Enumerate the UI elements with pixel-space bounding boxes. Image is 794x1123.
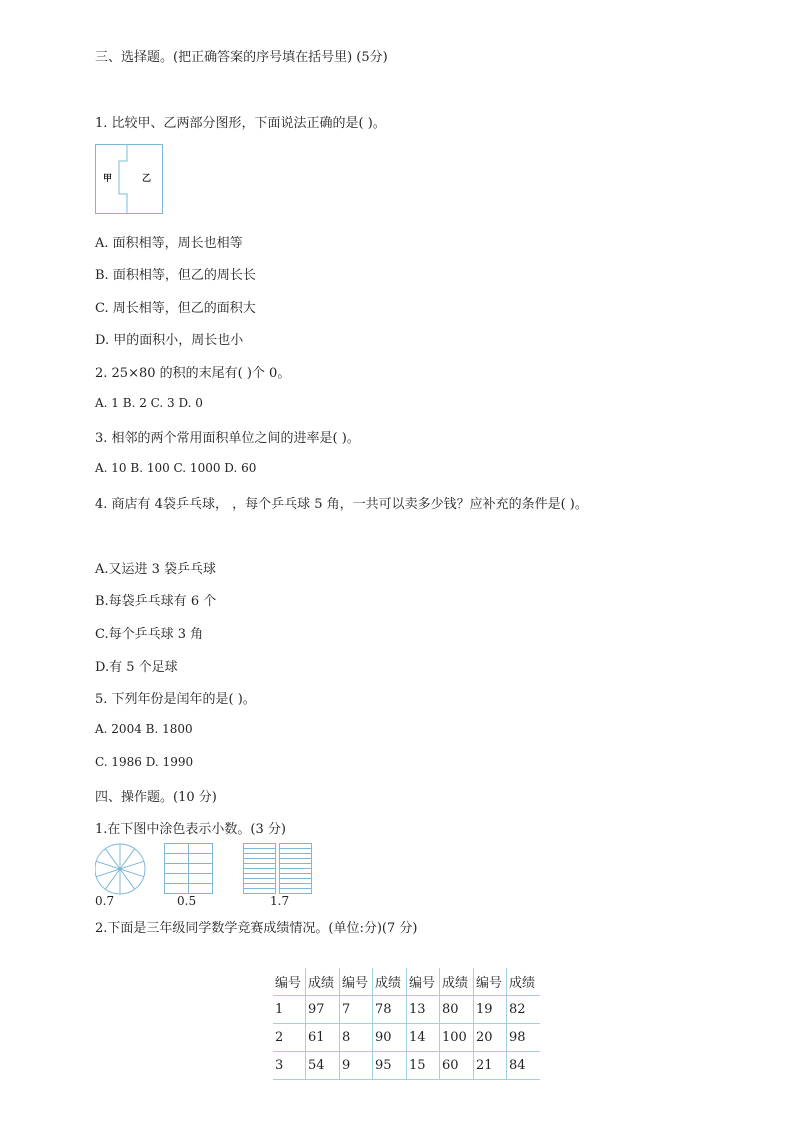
q3-text: 3. 相邻的两个常用面积单位之间的进率是( )。 (95, 431, 360, 446)
q1-option-b: B. 面积相等，但乙的周长长 (95, 268, 256, 283)
score-table (273, 968, 540, 1080)
q4-option-a: A.又运进 3 袋乒乓球 (95, 562, 217, 577)
figure-label-jia: 甲 (103, 174, 113, 184)
table-cell: 98 (507, 1024, 541, 1052)
table-row (273, 1024, 540, 1052)
header-cell: 成绩 (306, 968, 340, 996)
header-cell: 编号 (340, 968, 373, 996)
q2-options: A. 1 B. 2 C. 3 D. 0 (95, 396, 203, 410)
caption-0-5: 0.5 (177, 894, 197, 908)
table-cell: 97 (306, 996, 340, 1024)
table-cell: 61 (306, 1024, 340, 1052)
two-rectangles-ten-strips (244, 844, 312, 894)
table-cell: 20 (474, 1024, 507, 1052)
table-cell: 8 (340, 1024, 373, 1052)
circle-ten-parts (95, 844, 145, 894)
q1-option-d: D. 甲的面积小，周长也小 (95, 333, 244, 348)
table-row (273, 1052, 540, 1080)
table-cell: 21 (474, 1052, 507, 1080)
q1-text: 1. 比较甲、乙两部分图形，下面说法正确的是( )。 (95, 116, 386, 131)
table-cell: 2 (273, 1024, 306, 1052)
table-cell: 9 (340, 1052, 373, 1080)
op2-text: 2.下面是三年级同学数学竞赛成绩情况。(单位:分)(7 分) (95, 921, 418, 936)
table-cell: 78 (373, 996, 407, 1024)
op1-text: 1.在下图中涂色表示小数。(3 分) (95, 822, 286, 837)
op1-figures (95, 843, 325, 911)
table-cell: 95 (373, 1052, 407, 1080)
figure-label-yi: 乙 (142, 174, 152, 184)
q2-text: 2. 25×80 的积的末尾有( )个 0。 (95, 366, 291, 381)
header-cell: 成绩 (507, 968, 541, 996)
section3-title: 三、选择题。(把正确答案的序号填在括号里) (5分) (95, 50, 388, 65)
q4-text: 4. 商店有 4袋乒乓球， ，每个乒乓球 5 角，一共可以卖多少钱？应补充的条件是( )。 (95, 497, 588, 512)
table-cell: 15 (407, 1052, 440, 1080)
q4-option-b: B.每袋乒乓球有 6 个 (95, 594, 217, 609)
q5-text: 5. 下列年份是闰年的是( )。 (95, 692, 256, 707)
decimal-shading-figures (95, 843, 325, 897)
table-cell: 14 (407, 1024, 440, 1052)
rectangle-ten-rows (165, 844, 213, 894)
caption-1-7: 1.7 (270, 894, 290, 908)
q3-options: A. 10 B. 100 C. 1000 D. 60 (95, 461, 257, 475)
table-cell: 3 (273, 1052, 306, 1080)
table-cell: 100 (440, 1024, 474, 1052)
table-cell: 90 (373, 1024, 407, 1052)
header-cell: 成绩 (440, 968, 474, 996)
q1-option-a: A. 面积相等，周长也相等 (95, 236, 243, 251)
q4-option-c: C.每个乒乓球 3 角 (95, 627, 204, 642)
table-cell: 84 (507, 1052, 541, 1080)
header-cell: 编号 (474, 968, 507, 996)
table-cell: 19 (474, 996, 507, 1024)
table-cell: 60 (440, 1052, 474, 1080)
table-row (273, 996, 540, 1024)
table-cell: 1 (273, 996, 306, 1024)
table-cell: 13 (407, 996, 440, 1024)
header-cell: 成绩 (373, 968, 407, 996)
table-cell: 7 (340, 996, 373, 1024)
header-cell: 编号 (273, 968, 306, 996)
table-cell: 80 (440, 996, 474, 1024)
header-cell: 编号 (407, 968, 440, 996)
q5-options-ab: A. 2004 B. 1800 (95, 722, 193, 736)
q1-option-c: C. 周长相等，但乙的面积大 (95, 301, 256, 316)
table-cell: 54 (306, 1052, 340, 1080)
q1-figure (95, 144, 163, 214)
table-cell: 82 (507, 996, 541, 1024)
q5-options-cd: C. 1986 D. 1990 (95, 755, 194, 769)
q4-option-d: D.有 5 个足球 (95, 660, 178, 675)
table-header-row (273, 968, 540, 996)
section4-title: 四、操作题。(10 分) (95, 790, 217, 805)
caption-0-7: 0.7 (95, 894, 115, 908)
